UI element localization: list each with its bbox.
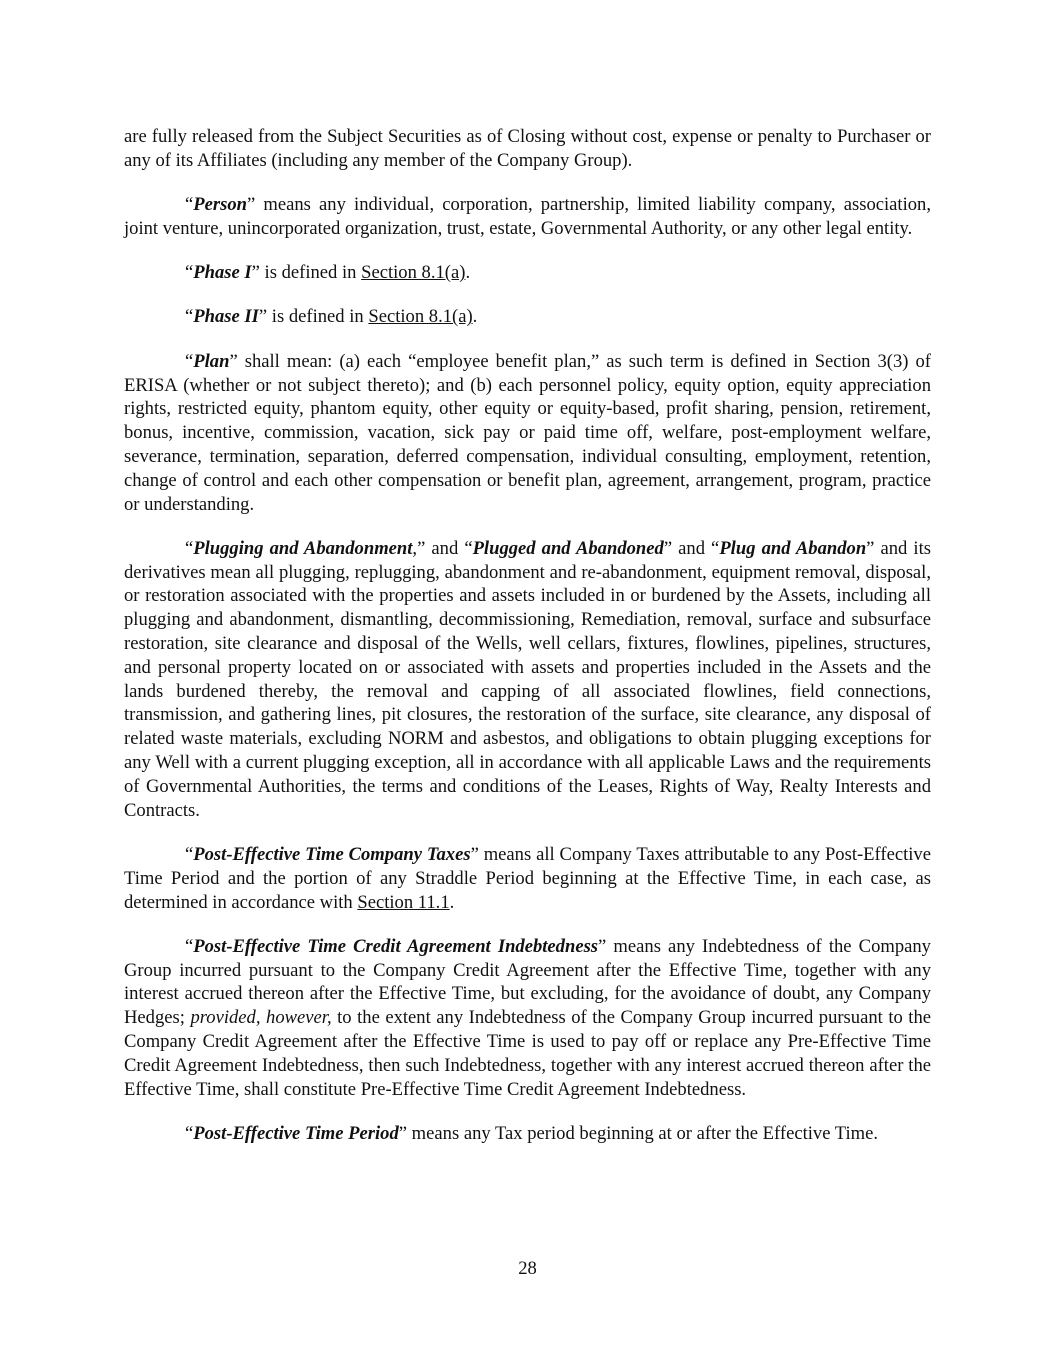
defined-term: Plug and Abandon <box>719 537 867 559</box>
definition-post-effective-time-company-taxes: “Post-Effective Time Company Taxes” means all Company Taxes attributable to any Post-Effective Time Period and the portion of any Straddle Period beginning at the Effective Time, in each case, as determined in accordance with Section 11.1. <box>124 843 931 913</box>
definition-phase-i: “Phase I” is defined in Section 8.1(a). <box>185 262 471 284</box>
section-reference: Section 8.1(a) <box>361 262 466 284</box>
defined-term: Phase I <box>193 262 252 284</box>
definition-plugging-and-abandonment: “Plugging and Abandonment,” and “Plugged and Abandoned” and “Plug and Abandon” and its derivatives mean all plugging, replugging, abandonment and re-abandonment, equipment removal, disposal, or restoration associated with the properties and assets included in or burdened by the Assets, including all plugging and abandonment, dismantling, decommissioning, Remediation, removal, surface and subsurface restoration, site clearance and disposal of the Wells, well cellars, fixtures, flowlines, pipelines, structures, and personal property located on or associated with assets and properties included in the Assets and the lands burdened thereby, the removal and capping of all associated flowlines, field connections, transmission, and gathering lines, pit closures, the restoration of the surface, site clearance, any disposal of related waste materials, excluding NORM and asbestos, and obligations to obtain plugging exceptions for any Well with a current plugging exception, all in accordance with all applicable Laws and the requirements of Governmental Authorities, the terms and conditions of the Leases, Rights of Way, Realty Interests and Contracts. <box>124 537 931 821</box>
definition-post-effective-time-period: “Post-Effective Time Period” means any Tax period beginning at or after the Effective Time. <box>185 1122 879 1144</box>
definition-plan: “Plan” shall mean: (a) each “employee benefit plan,” as such term is defined in Section 3(3) of ERISA (whether or not subject thereto); and (b) each personnel policy, equity option, equity appreciation rights, restricted equity, phantom equity, other equity or equity-based, profit sharing, pension, retirement, bonus, incentive, commission, vacation, sick pay or paid time off, welfare, post-employment welfare, severance, termination, separation, deferred compensation, individual consulting, employment, retention, change of control and each other compensation or benefit plan, agreement, arrangement, program, practice or understanding. <box>124 350 931 515</box>
section-reference: Section 8.1(a) <box>368 306 473 328</box>
definition-post-effective-time-credit-agreement-indebtedness: “Post-Effective Time Credit Agreement Indebtedness” means any Indebtedness of the Company Group incurred pursuant to the Company Credit Agreement after the Effective Time, together with any interest accrued thereon after the Effective Time, but excluding, for the avoidance of doubt, any Company Hedges; provided, however, to the extent any Indebtedness of the Company Group incurred pursuant to the Company Credit Agreement after the Effective Time is used to pay off or replace any Pre-Effective Time Credit Agreement Indebtedness, then such Indebtedness, together with any interest accrued thereon after the Effective Time, shall constitute Pre-Effective Time Credit Agreement Indebtedness. <box>124 935 932 1100</box>
defined-term: Plan <box>193 350 230 372</box>
defined-term: Person <box>193 194 247 216</box>
page-number: 28 <box>518 1258 537 1279</box>
defined-term: Post-Effective Time Credit Agreement Indebtedness <box>193 935 599 957</box>
defined-term: Plugging and Abandonment <box>193 537 413 559</box>
italic-proviso: provided, however, <box>190 1007 332 1029</box>
continuation-paragraph: are fully released from the Subject Securities as of Closing without cost, expense or penalty to Purchaser or any of its Affiliates (including any member of the Company Group). <box>124 126 931 171</box>
document-body <box>124 125 931 1166</box>
defined-term: Post-Effective Time Company Taxes <box>193 843 471 865</box>
section-reference: Section 11.1 <box>357 891 450 913</box>
defined-term: Phase II <box>193 306 259 328</box>
defined-term: Post-Effective Time Period <box>193 1122 399 1144</box>
defined-term: Plugged and Abandoned <box>472 537 664 559</box>
definition-phase-ii: “Phase II” is defined in Section 8.1(a). <box>185 306 478 328</box>
definition-person: “Person” means any individual, corporation, partnership, limited liability company, association, joint venture, unincorporated organization, trust, estate, Governmental Authority, or any other legal entity. <box>124 194 931 239</box>
